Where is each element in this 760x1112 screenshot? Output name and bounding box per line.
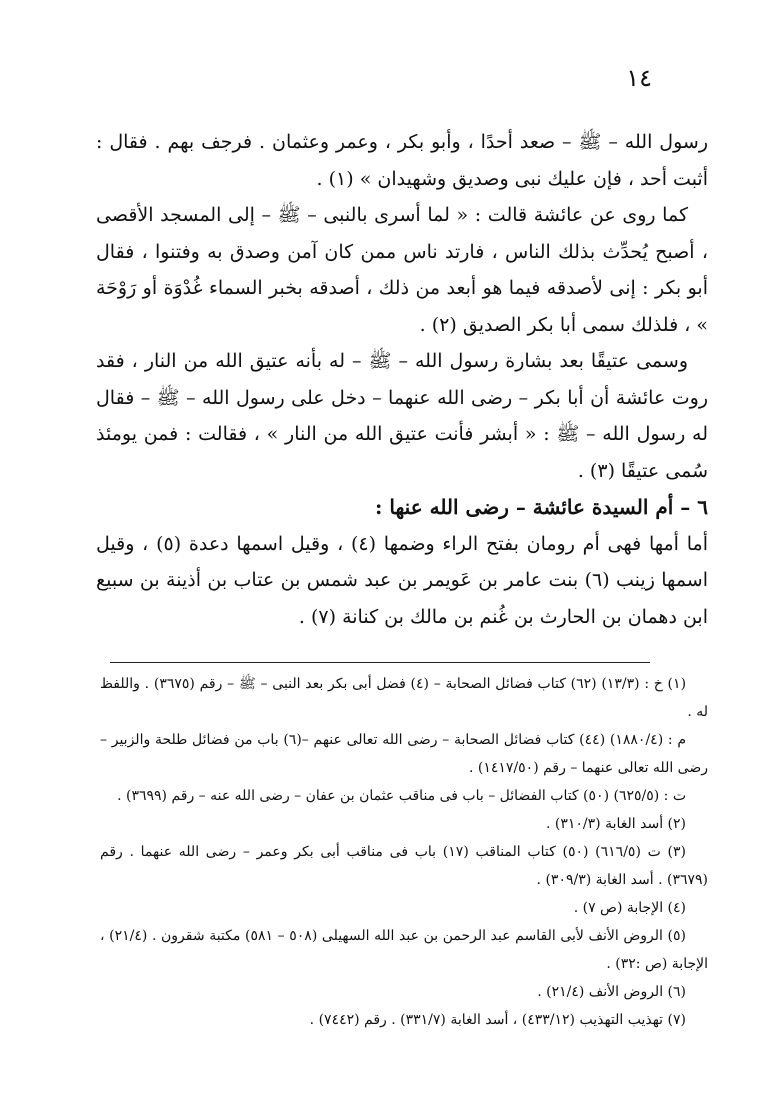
main-text	[96, 124, 708, 635]
footnote-divider	[110, 662, 650, 663]
footnote-2: (٢) أسد الغابة (٣١٠/٣) .	[546, 816, 686, 832]
paragraph-2: كما روى عن عائشة قالت : « لما أسرى بالنبى – ﷺ – إلى المسجد الأقصى ، أصبح يُحدِّث بذلك الناس ، فارتد ناس ممن كان آمن وصدق به وفتنوا ، فقال أبو بكر : إنى لأصدقه فيما هو أبعد من ذلك ، أصدقه بخبر السماء غُدْوَة أو رَوْحَة » ، فلذلك سمى أبا بكر الصديق (٢) .	[96, 204, 708, 336]
paragraph-1: رسول الله – ﷺ – صعد أحدًا ، وأبو بكر ، وعمر وعثمان . فرجف بهم . فقال : أثبت أحد ، فإن عليك نبى وصديق وشهيدان » (١) .	[96, 131, 708, 190]
footnote-1: (١) خ : (١٣/٣) (٦٢) كتاب فضائل الصحابة – (٤) فضل أبى بكر بعد النبى – ﷺ – رقم (٣٦٧٥) . واللفظ له .	[100, 676, 708, 720]
footnote-1-muslim: م : (١٨٨٠/٤) (٤٤) كتاب فضائل الصحابة – رضى الله تعالى عنهم –(٦) باب من فضائل طلحة والزبير – رضى الله تعالى عنهما – رقم (١٤١٧/٥٠) .	[100, 732, 708, 776]
footnote-3: (٣) ت (٦١٦/٥) (٥٠) كتاب المناقب (١٧) باب فى مناقب أبى بكر وعمر – رضى الله عنهما . رقم (٣٦٧٩) . أسد الغابة (٣٠٩/٣) .	[100, 844, 708, 888]
section-heading: ٦ – أم السيدة عائشة – رضى الله عنها :	[375, 495, 708, 519]
page-number: ١٤	[626, 64, 652, 92]
footnote-5: (٥) الروض الأنف لأبى القاسم عبد الرحمن بن عبد الله السهيلى (٥٠٨ – ٥٨١) مكتبة شقرون . (٢١/٤) ، الإجابة (ص :٣٢) .	[100, 928, 708, 972]
paragraph-3: وسمى عتيقًا بعد بشارة رسول الله – ﷺ – له بأنه عتيق الله من النار ، فقد روت عائشة أن أبا بكر – رضى الله عنهما – دخل على رسول الله – ﷺ – فقال له رسول الله – ﷺ : « أبشر فأنت عتيق الله من النار » ، فقالت : فمن يومئذ سُمى عتيقًا (٣) .	[96, 350, 708, 482]
footnote-4: (٤) الإجابة (ص ٧) .	[573, 900, 686, 916]
footnote-1-tirmidhi: ت : (٦٢٥/٥) (٥٠) كتاب الفضائل – باب فى مناقب عثمان بن عفان – رضى الله عنه – رقم (٣٦٩٩) .	[117, 788, 686, 804]
paragraph-4: أما أمها فهى أم رومان بفتح الراء وضمها (٤) ، وقيل اسمها دعدة (٥) ، وقيل اسمها زينب (٦) بنت عامر بن عَويمر بن عبد شمس بن عتاب بن أذينة بن سبيع ابن دهمان بن الحارث بن غُنم بن مالك بن كنانة (٧) .	[96, 532, 708, 628]
footnote-7: (٧) تهذيب التهذيب (٤٣٣/١٢) ، أسد الغابة (٣٣١/٧) . رقم (٧٤٤٢) .	[309, 1012, 686, 1028]
footnotes	[100, 670, 708, 1034]
footnote-6: (٦) الروض الأنف (٢١/٤) .	[537, 984, 686, 1000]
